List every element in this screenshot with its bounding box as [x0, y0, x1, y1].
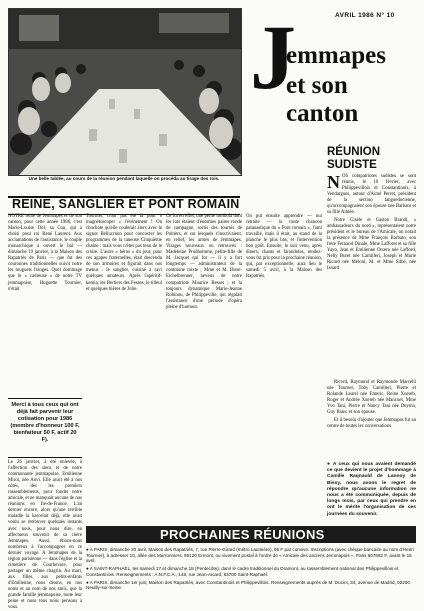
masthead-line-1: emmapes: [286, 42, 386, 69]
reunion-body: NOS compatriotes sudistes se sont réunis, le 16 février, avec Philippevillois et Constantinois, à Vendargues, autour d'Aimé Perret, président de la section languedocienne, qu'accompagnaient son épouse née Barbato et sa fille Aimée. Notre Gisèle et Gaston Brandi, « ambassadeurs du nord », représentaient notre président et le bureau de l'Amicale, on notait la présence de Mme François Barbato, son frère Fernand Dinale, Mme Lafforet et sa fille Yayo, Jean et Emilienne Orsero née Lafford, Nelly Buret née Camilleri, Joseph et Marie Ricard née Meloni, M. et Mme Silbé, née Isnard: [327, 172, 416, 272]
photo-caption: Une belle tablée, au cours de la réunion pendant laquelle on procéda au tirage des rois.: [28, 176, 220, 181]
meeting-item: ● A PARIS, dimanche 1er juin, Maison des Rapatriés, avec Constantinois et Philippevillois. Renseignements auprès de M. Ducini, 34, avenue de Madrid, 92200 Neuilly-sur-Seine.: [86, 579, 410, 591]
reunion-side: Notre Gisèle et Gaston Brandi, « ambassadeurs du nord », représentaient notre président et le bureau de l'Amicale, on notait la présence de Mme François Barbato, son frère Fernand Dinale, Mme Lafforet et sa fille Yayo, Jean et Emilienne Orsero née Lafford, Nelly Buret née Camilleri, Joseph et Marie Ricard née Meloni, M. et Mme Silbé, née Isnard: [327, 217, 416, 272]
reunion-title: RÉUNION SUDISTE: [327, 146, 381, 171]
article-col-3: Ce fut en effet, une petite tombola dont les lots étaient d'énormes paires ronde de campagne, sortis des tournis de Poitiers, et sur lesquels s'inscrivaient, en relief, les armes de Jemmapes. Visages nouveaux ou retrouvés : Madeleine Prudhomme, petite-fille de M. Jacquet qui fut — il y a fort longtemps — administrateur de la commune mixte ; Mme et M. Bisse-Eichelbrenner, neveux de notre compatriote Maurice Besset ; et la toujours dynamique Marie-Jeanne Robinou, de Philippeville, qui régalait l'assistance d'une période d'opéra pleine d'humour.: [166, 214, 242, 310]
issue-date: AVRIL 1986 N° 10: [335, 12, 395, 19]
article-col-1: NOTRE reine de Jemmapes et de son canton, pour cette année 1986, c'est Marie-Louise Dol, sa Cou, qui a choisi pour roi René Laurent. Aux acclamations de l'assistance, le couple monarchique a ouvert le bal — dimanche 19 janvier, à la Maison des Rapatriés de Paris — que fut des couronnes traditionnelles suivit notre les muguets franges. Quel dommage que le « cadreuse » de notre TV jemmapoise, Huguette Tournier, n'était: [8, 214, 82, 292]
article-headline: REINE, SANGLIER ET PONT ROMAIN: [12, 197, 240, 211]
meeting-item: ● A PARIS, dimanche 20 avril, Maison des Rapatriés, 7, rue Pierre-Girard (métro Laumière), 95 F par convive. Inscriptions (avec chèque bancaire au nom d'Henri Tournier), à adresser 10, allée des Marronniers, 95120 Ermont, ou vivement postal à l'ordre de « Amicale des anciens Jemmapois », Paris 607682 F, avant le 15 avril.: [86, 547, 414, 564]
banquet-photo: [8, 8, 242, 176]
masthead-line-3: canton: [286, 100, 359, 127]
cotisation-box: [8, 398, 82, 458]
article-col-4: On put ensuite apprendre — nui retraite — la route chancon patanastique du « Pont romain », l'ami travaillé, mais il était, au stand de la planche le plus bas, et l'intervention bon goût. Ensuite, le soir venu, après dîners, chants et farandoles, rendez-vous fut pris pour la prochaine réunion, qui, par exceptionnelle, aura lieu le samedi 5 avril, à la Maison des Rapatriés.: [246, 214, 322, 280]
meetings-title: PROCHAINES RÉUNIONS: [160, 527, 325, 542]
meeting-item: ● A SAINT-RAPHAËL, les samedi 17 et dimanche 18 (Pentecôte), dans le cadre traditionnel du Dramont, au rassemblement national des Philippevillois et Constantinois. Renseignements : A.N.F.C.A., 148, rue Jean-Aicard, 83700 Saint-Raphaël.: [86, 566, 399, 577]
reunion-continued: Ricord, Raymond et Raymonde Marcelli née Tourner, Toby Camilleri, Pierre et Rolande Laurel née Emeric, Reine Xuereb, Roger et Andrée Xuereb née Mancuet, Mme Yvo Tani, Pierre et Nancy Tani née Deyma, Guy Bianc et son épouse. Et il besoin d'ajouter que Jemmapes fut au centre de toutes les conversations.: [327, 380, 416, 429]
cotisation-text: Merci à tous ceux qui ont déjà fait parvenir leur cotisation pour 1986 (membre d'honneur 100 F, bienfaiteur 50 F, actif 20 F).: [10, 402, 80, 443]
meetings-list: [86, 547, 416, 593]
reunion-dropcap: N: [327, 172, 340, 192]
article-col-2: Tournier, n'ont pas été là pour « magnétoscoper » l'événement ! On chuchote qu'elle coulerait alors avec le signor Bellucrnon pour concocter les programmes de la taneuse Cinquième chaîne : mais vous n'êtes pas tenu de le croire. L'autre « héros » du jour, pour ces agapes fraternelles, était descendu de son armoires et figurait dans nos menus : le sanglier, cuisiné a ravi quelques amateurs. Après l'apéritif-kemia, les Bertiers des Fesses, le tilleul et quelques bières de Jolie.: [86, 214, 162, 292]
notice-text: ● A ceux qui nous avaient demandé ce que devient le projet d'hommage à Camille Raqnauld de Lannoy de Bissy, nous avons le regret de répondre qu'aucune information ne nous a été communiquée, depuis de longs mois, par ceux qui prendre en ont le mérite l'organisation de ces journées du souvenir.: [327, 462, 416, 517]
masthead-line-2: et son: [286, 72, 348, 99]
obituary-text: Le 26 janvier, à été enlevée, à l'affection des siens et de notre communauté jemmapoise, Emilienne Mirot, née Auvi. Elle avait été à nos côtés, dès les premiers rassemblements, pour fonder notre amicale, et ne manquait aucune de nos réunions en Ile-de-France. L'an dernier encore, alors qu'une terrible maladie la harcelait déjà, elle avait voulu se retrouver quelques instants avec nous, pour nous dire, en affectueux souvenir de sa chère Jemmapes. Aussi, étions-nous nombreux à l'accompagner en ce dernier voyage. A Jemmapes de la région parisienne — dans l'église et la cimetière de Courbevoie, pour partager un même chagrin. Au mari, aux filles, aux petits-enfants d'Emilienne, nous disons, en nos noms et au nom de nos amis, que la grande famille jemmapoise, toute leur peine et nous tous nous pensons à vous.: [8, 460, 82, 611]
masthead-letter: J: [250, 6, 296, 108]
